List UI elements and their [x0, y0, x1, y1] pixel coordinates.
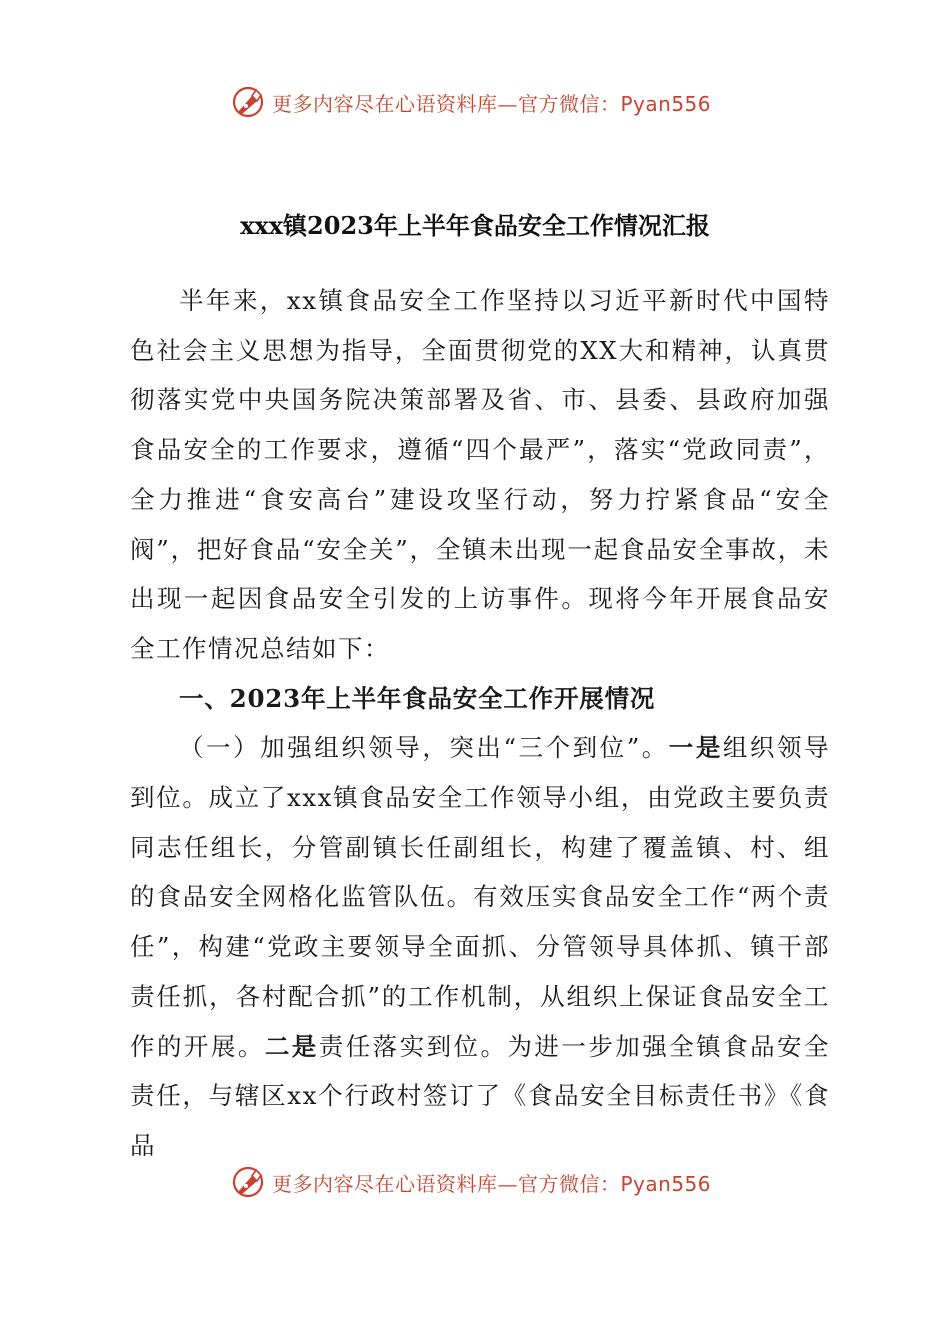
pen-nib-logo-icon: [230, 84, 266, 120]
intro-paragraph: 半年来，xx镇食品安全工作坚持以习近平新时代中国特色社会主义思想为指导，全面贯彻党的XX大和精神，认真贯彻落实党中央国务院决策部署及省、市、县委、县政府加强食品安全的工作要求，遵循“四个最严”，落实“党政同责”，全力推进“食安高台”建设攻坚行动，努力拧紧食品“安全阀”，把好食品“安全关”，全镇未出现一起食品安全事故，未出现一起因食品安全引发的上访事件。现将今年开展食品安全工作情况总结如下：: [130, 286, 830, 663]
document-title: xxx镇2023年上半年食品安全工作情况汇报: [240, 211, 710, 240]
section-heading-1: 一、2023年上半年食品安全工作开展情况: [179, 683, 656, 713]
banner-text: 更多内容尽在心语资料库—官方微信：Pyan556: [272, 91, 712, 116]
pen-nib-logo-icon: [230, 1164, 266, 1200]
bold-marker-first: 一是: [668, 733, 723, 763]
footer-watermark-banner: [230, 1162, 711, 1202]
header-watermark-banner: [230, 82, 711, 122]
bold-marker-second: 二是: [264, 1031, 319, 1061]
section1-paragraph: （一）加强组织领导，突出“三个到位”。一是组织领导到位。成立了xxx镇食品安全工作领导小组，由党政主要负责同志任组长，分管副镇长任副组长，构建了覆盖镇、村、组的食品安全网格化监管队伍。有效压实食品安全工作“两个责任”，构建“党政主要领导全面抓、分管领导具体抓、镇干部责任抓，各村配合抓”的工作机制，从组织上保证食品安全工作的开展。二是责任落实到位。为进一步加强全镇食品安全责任，与辖区xx个行政村签订了《食品安全目标责任书》《食品: [130, 733, 831, 1160]
banner-text: 更多内容尽在心语资料库—官方微信：Pyan556: [272, 1171, 712, 1196]
document-body: [130, 276, 830, 1171]
